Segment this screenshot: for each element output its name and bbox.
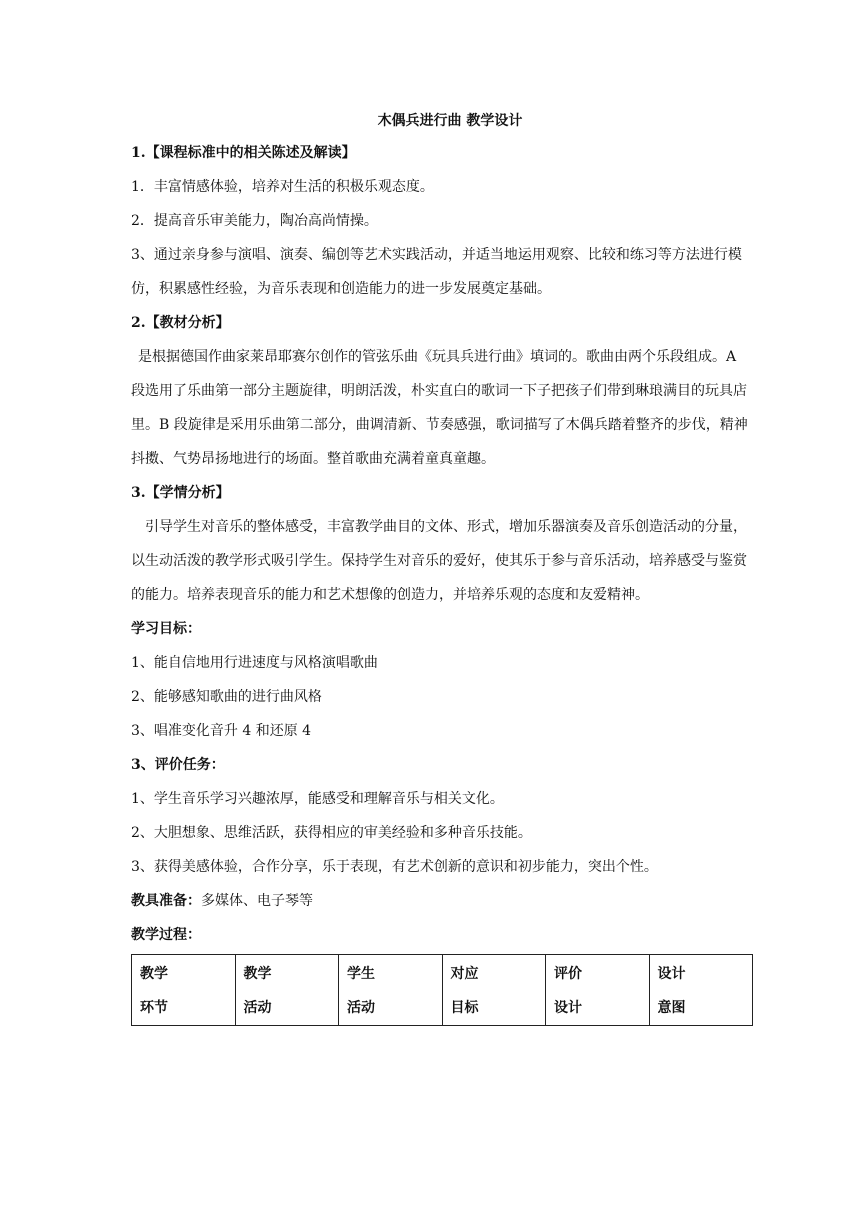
section2-paragraph: 是根据德国作曲家莱昂耶赛尔创作的管弦乐曲《玩具兵进行曲》填词的。歌曲由两个乐段组成。A 段选用了乐曲第一部分主题旋律，明朗活泼，朴实直白的歌词一下子把孩子们带到琳琅满目的玩具店里。B 段旋律是采用乐曲第二部分，曲调清新、节奏感强，歌词描写了木偶兵踏着整齐的步伐，精神抖擞、气势昂扬地进行的场面。整首歌曲充满着童真童趣。 — [131, 349, 748, 467]
evaluation-heading: 3、评价任务： — [131, 757, 225, 773]
tools-line — [131, 884, 753, 918]
evaluation-item-1: 1、学生音乐学习兴趣浓厚，能感受和理解音乐与相关文化。 — [131, 791, 504, 807]
goal-item-2: 2、能够感知歌曲的进行曲风格 — [131, 689, 322, 705]
document-title: 木偶兵进行曲 教学设计 — [377, 113, 523, 129]
section2-heading: 2.【教材分析】 — [131, 315, 230, 331]
document-body — [131, 108, 753, 1026]
section3-paragraph: 引导学生对音乐的整体感受，丰富教学曲目的文体、形式，增加乐器演奏及音乐创造活动的分量，以生动活泼的教学形式吸引学生。保持学生对音乐的爱好，使其乐于参与音乐活动，培养感受与鉴赏的能力。培养表现音乐的能力和艺术想像的创造力，并培养乐观的态度和友爱精神。 — [131, 519, 747, 603]
table-header-cell: 对应 目标 — [442, 955, 546, 1026]
process-table — [131, 954, 753, 1026]
section3-heading: 3.【学情分析】 — [131, 485, 230, 501]
goal-item-1: 1、能自信地用行进速度与风格演唱歌曲 — [131, 655, 378, 671]
process-heading: 教学过程： — [131, 927, 201, 943]
table-header-cell: 评价 设计 — [546, 955, 650, 1026]
section1-item-3: 3、通过亲身参与演唱、演奏、编创等艺术实践活动，并适当地运用观察、比较和练习等方法进行模仿，积累感性经验，为音乐表现和创造能力的进一步发展奠定基础。 — [131, 247, 742, 297]
tools-value: 多媒体、电子琴等 — [201, 893, 313, 909]
table-header-cell: 设计 意图 — [649, 955, 753, 1026]
section1-heading: 1.【课程标准中的相关陈述及解读】 — [131, 145, 356, 161]
evaluation-item-3: 3、获得美感体验，合作分享，乐于表现，有艺术创新的意识和初步能力，突出个性。 — [131, 859, 658, 875]
goals-heading: 学习目标： — [131, 621, 201, 637]
table-header-cell: 教学 活动 — [235, 955, 339, 1026]
evaluation-item-2: 2、大胆想象、思维活跃，获得相应的审美经验和多种音乐技能。 — [131, 825, 532, 841]
tools-label: 教具准备： — [131, 893, 201, 909]
table-header-row — [132, 955, 753, 1026]
section1-item-1: 1．丰富情感体验，培养对生活的积极乐观态度。 — [131, 179, 434, 195]
section1-item-2: 2．提高音乐审美能力，陶冶高尚情操。 — [131, 213, 378, 229]
table-header-cell: 教学 环节 — [132, 955, 236, 1026]
goal-item-3: 3、唱准变化音升 4 和还原 4 — [131, 723, 312, 739]
table-header-cell: 学生 活动 — [339, 955, 443, 1026]
